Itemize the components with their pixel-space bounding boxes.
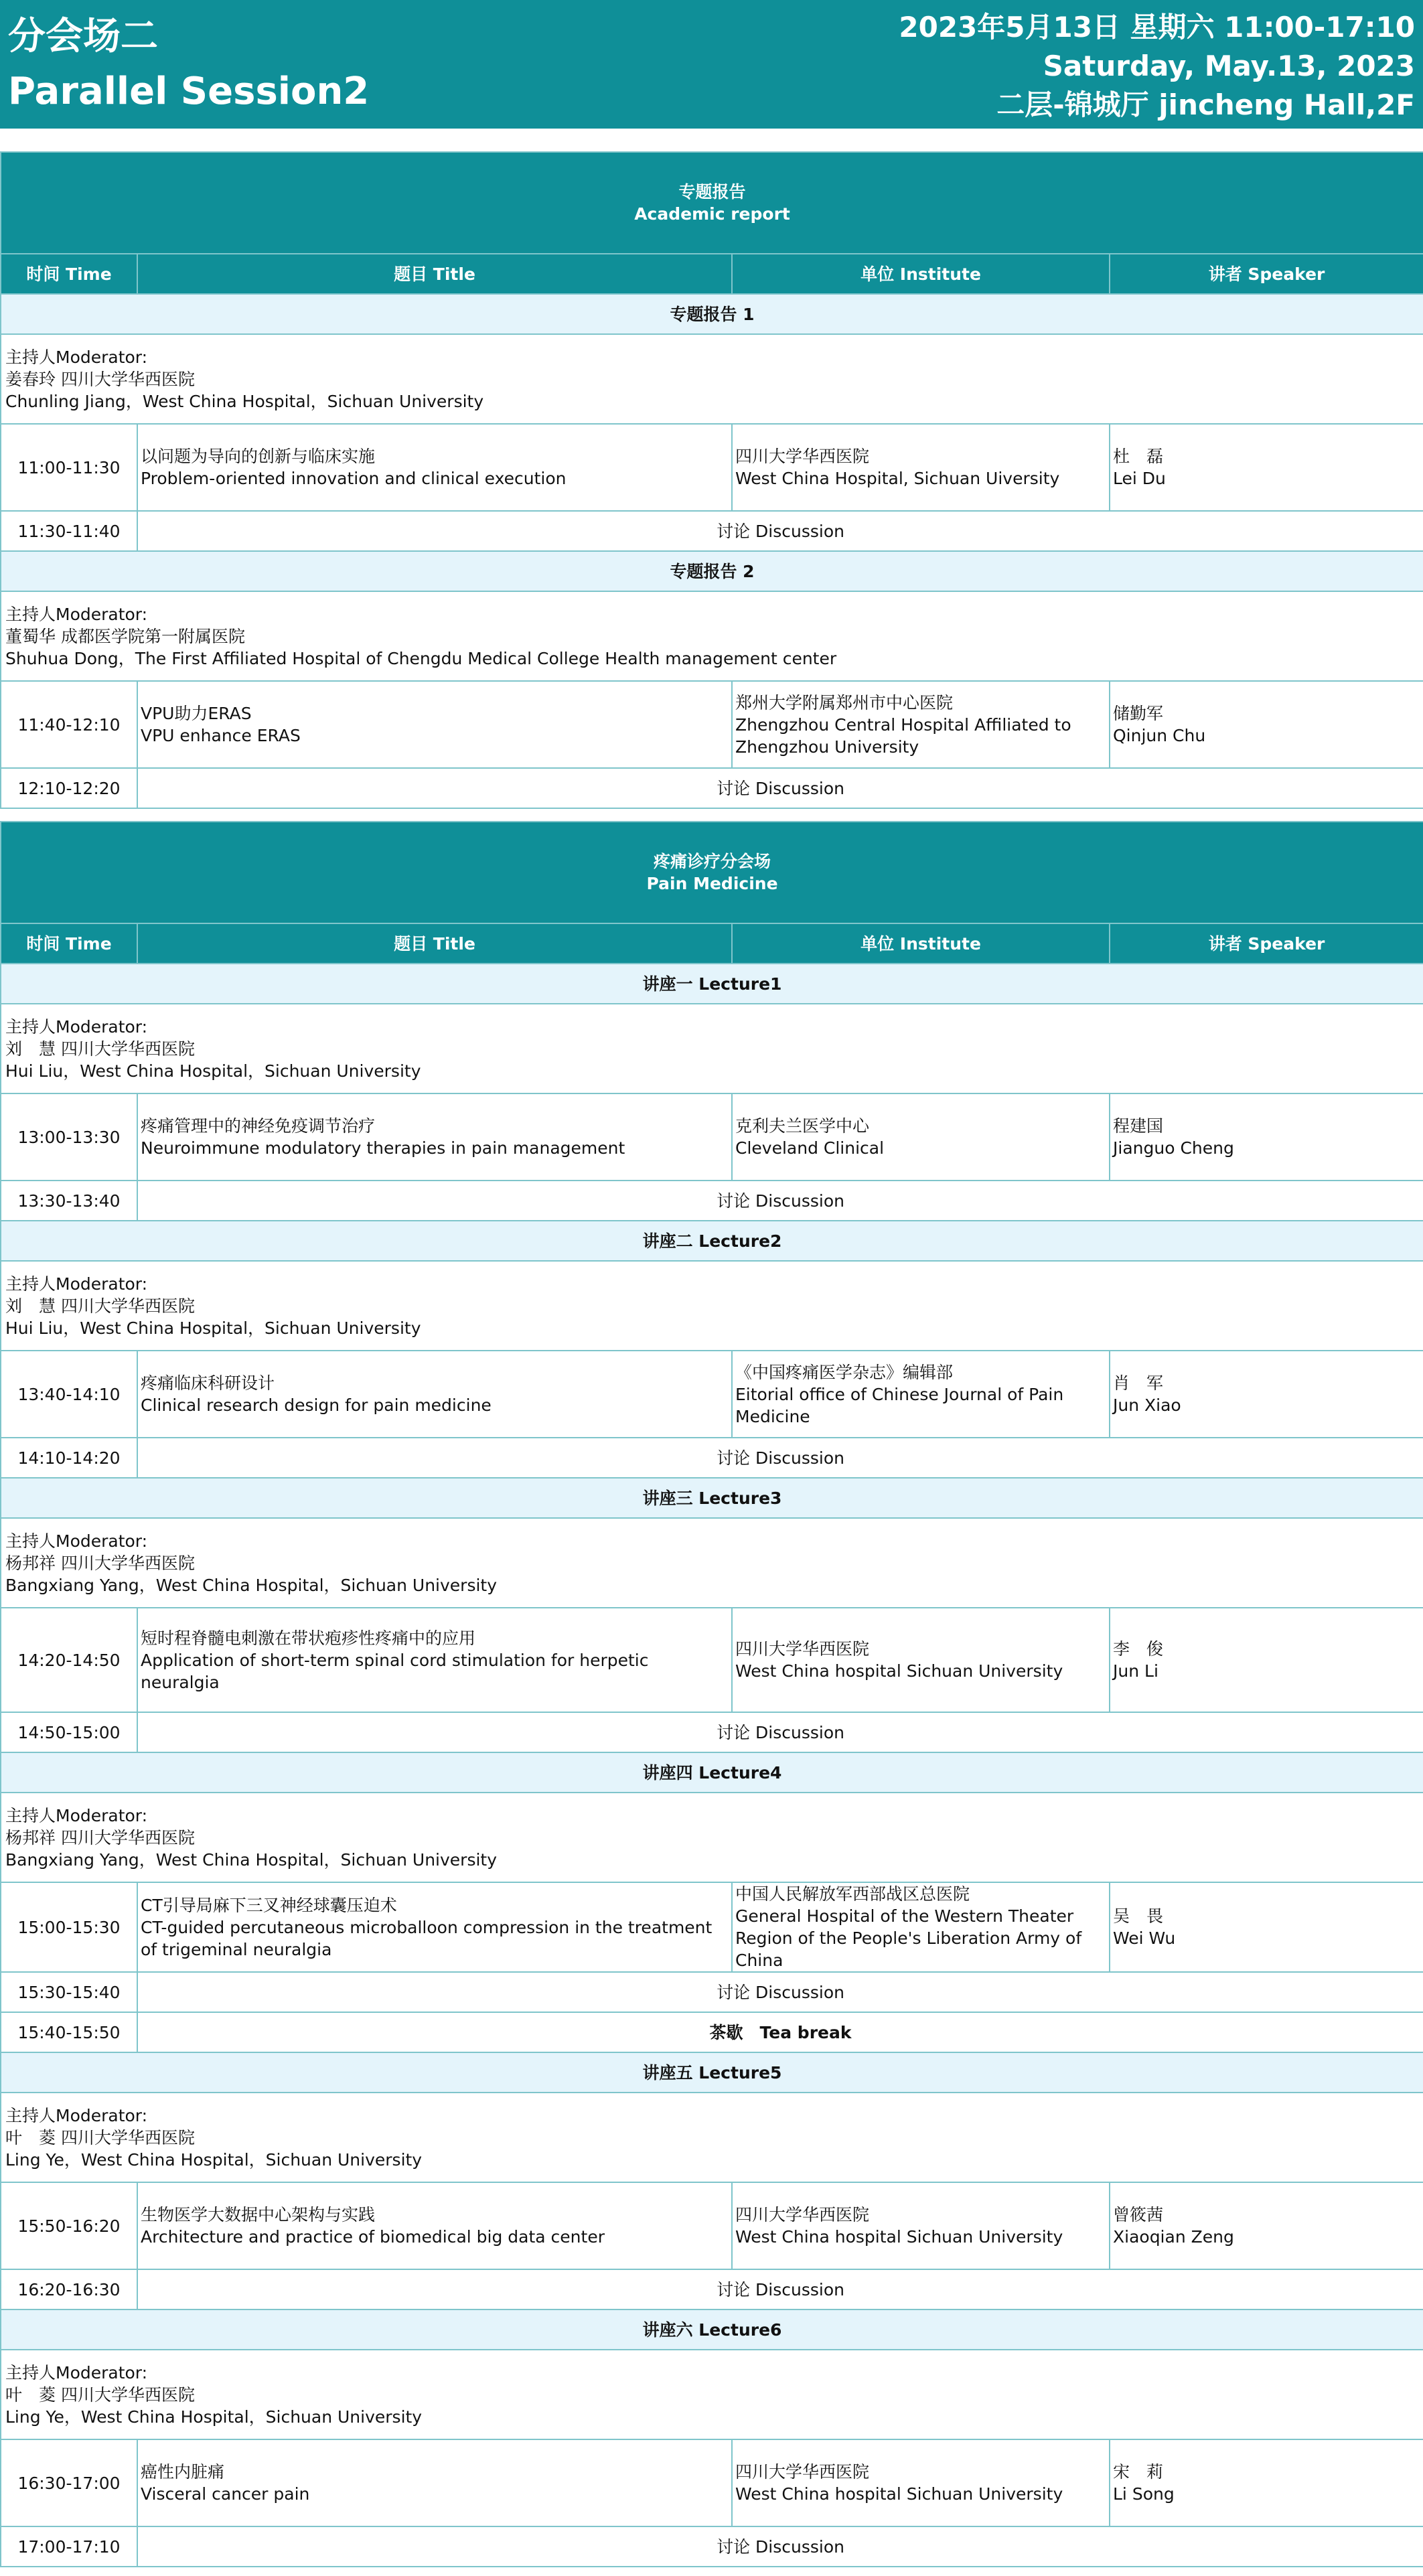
block-label: 讲座一 Lecture1: [1, 964, 1423, 1004]
talk-institute: 郑州大学附属郑州市中心医院 Zhengzhou Central Hospital Affiliated to Zhengzhou University: [732, 681, 1110, 768]
talk-speaker: 曾筱茜 Xiaoqian Zeng: [1110, 2182, 1423, 2269]
discussion-row: 11:30-11:40 讨论 Discussion: [1, 511, 1423, 551]
block-label: 讲座三 Lecture3: [1, 1478, 1423, 1518]
section-title: 疼痛诊疗分会场 Pain Medicine: [1, 822, 1423, 923]
talk-title: 短时程脊髓电刺激在带状疱疹性疼痛中的应用 Application of short-term spinal cord stimulation for herpetic neuralgia: [137, 1608, 732, 1712]
moderator-cell: 主持人Moderator: 刘 慧 四川大学华西医院 Hui Liu，West China Hospital，Sichuan University: [1, 1261, 1423, 1351]
talk-institute: 《中国疼痛医学杂志》编辑部 Eitorial office of Chinese Journal of Pain Medicine: [732, 1351, 1110, 1438]
talk-speaker: 杜 磊 Lei Du: [1110, 424, 1423, 511]
talk-time: 13:40-14:10: [1, 1351, 137, 1438]
talk-title: 以问题为导向的创新与临床实施 Problem-oriented innovation and clinical execution: [137, 424, 732, 511]
block-label: 专题报告 1: [1, 294, 1423, 334]
block-label: 讲座二 Lecture2: [1, 1221, 1423, 1261]
moderator-cell: 主持人Moderator: 刘 慧 四川大学华西医院 Hui Liu，West China Hospital，Sichuan University: [1, 1004, 1423, 1093]
col-speaker: 讲者 Speaker: [1110, 923, 1423, 964]
talk-time: 11:00-11:30: [1, 424, 137, 511]
moderator-cell: 主持人Moderator: 姜春玲 四川大学华西医院 Chunling Jiang，West China Hospital，Sichuan University: [1, 334, 1423, 424]
academic-report-table: [0, 151, 1423, 809]
session-date-en: Saturday, May.13, 2023: [1043, 50, 1415, 82]
talk-speaker: 肖 军 Jun Xiao: [1110, 1351, 1423, 1438]
talk-institute: 四川大学华西医院 West China hospital Sichuan University: [732, 2182, 1110, 2269]
block-label: 专题报告 2: [1, 551, 1423, 591]
session-title-cn: 分会场二: [8, 15, 158, 58]
moderator-cell: 主持人Moderator: 杨邦祥 四川大学华西医院 Bangxiang Yang，West China Hospital，Sichuan University: [1, 1793, 1423, 1882]
talk-title: CT引导局麻下三叉神经球囊压迫术 CT-guided percutaneous microballoon compression in the treatment of trigeminal neuralgia: [137, 1882, 732, 1972]
tea-break-row: 15:40-15:50 茶歇 Tea break: [1, 2012, 1423, 2052]
talk-speaker: 储勤军 Qinjun Chu: [1110, 681, 1423, 768]
block-label: 讲座五 Lecture5: [1, 2052, 1423, 2093]
talk-row: [1, 1608, 1423, 1712]
col-time: 时间 Time: [1, 254, 137, 294]
talk-institute: 四川大学华西医院 West China hospital Sichuan University: [732, 1608, 1110, 1712]
talk-title: VPU助力ERAS VPU enhance ERAS: [137, 681, 732, 768]
session-title: [8, 9, 369, 119]
discussion-row: 12:10-12:20 讨论 Discussion: [1, 768, 1423, 808]
col-title: 题目 Title: [137, 923, 732, 964]
talk-time: 16:30-17:00: [1, 2439, 137, 2526]
section-title: 专题报告 Academic report: [1, 152, 1423, 254]
talk-title: 疼痛临床科研设计 Clinical research design for pain medicine: [137, 1351, 732, 1438]
col-time: 时间 Time: [1, 923, 137, 964]
talk-row: [1, 1351, 1423, 1438]
talk-time: 14:20-14:50: [1, 1608, 137, 1712]
discussion-row: 13:30-13:40 讨论 Discussion: [1, 1181, 1423, 1221]
discussion-row: 14:50-15:00 讨论 Discussion: [1, 1712, 1423, 1752]
block-label: 讲座六 Lecture6: [1, 2309, 1423, 2350]
talk-time: 15:50-16:20: [1, 2182, 137, 2269]
talk-row: [1, 2439, 1423, 2526]
discussion-row: 17:00-17:10 讨论 Discussion: [1, 2526, 1423, 2567]
moderator-cell: 主持人Moderator: 叶 菱 四川大学华西医院 Ling Ye，West China Hospital，Sichuan University: [1, 2093, 1423, 2182]
discussion-row: 14:10-14:20 讨论 Discussion: [1, 1438, 1423, 1478]
talk-speaker: 李 俊 Jun Li: [1110, 1608, 1423, 1712]
talk-title: 癌性内脏痛 Visceral cancer pain: [137, 2439, 732, 2526]
talk-time: 11:40-12:10: [1, 681, 137, 768]
talk-row: [1, 2182, 1423, 2269]
discussion-row: 16:20-16:30 讨论 Discussion: [1, 2269, 1423, 2309]
moderator-cell: 主持人Moderator: 董蜀华 成都医学院第一附属医院 Shuhua Dong，The First Affiliated Hospital of Chengdu Medical College Health management center: [1, 591, 1423, 681]
talk-row: [1, 424, 1423, 511]
talk-time: 13:00-13:30: [1, 1093, 137, 1181]
talk-row: [1, 1093, 1423, 1181]
session-date-cn: 2023年5月13日 星期六 11:00-17:10: [899, 11, 1415, 44]
block-label: 讲座四 Lecture4: [1, 1752, 1423, 1793]
pain-medicine-table: [0, 821, 1423, 2567]
session-info: [899, 8, 1415, 125]
talk-institute: 四川大学华西医院 West China Hospital, Sichuan Uiversity: [732, 424, 1110, 511]
col-institute: 单位 Institute: [732, 923, 1110, 964]
col-institute: 单位 Institute: [732, 254, 1110, 294]
talk-institute: 四川大学华西医院 West China hospital Sichuan University: [732, 2439, 1110, 2526]
talk-speaker: 吴 畏 Wei Wu: [1110, 1882, 1423, 1972]
column-header-row: [1, 923, 1423, 964]
session-location: 二层-锦城厅 jincheng Hall,2F: [996, 88, 1415, 121]
talk-institute: 克利夫兰医学中心 Cleveland Clinical: [732, 1093, 1110, 1181]
talk-time: 15:00-15:30: [1, 1882, 137, 1972]
talk-speaker: 宋 莉 Li Song: [1110, 2439, 1423, 2526]
talk-speaker: 程建国 Jianguo Cheng: [1110, 1093, 1423, 1181]
col-title: 题目 Title: [137, 254, 732, 294]
talk-row: [1, 1882, 1423, 1972]
column-header-row: [1, 254, 1423, 294]
session-title-en: Parallel Session2: [8, 70, 370, 113]
discussion-row: 15:30-15:40 讨论 Discussion: [1, 1972, 1423, 2012]
moderator-cell: 主持人Moderator: 杨邦祥 四川大学华西医院 Bangxiang Yang，West China Hospital，Sichuan University: [1, 1518, 1423, 1608]
talk-institute: 中国人民解放军西部战区总医院 General Hospital of the Western Theater Region of the People's Liberation Army of China: [732, 1882, 1110, 1972]
page-header: [0, 0, 1423, 129]
col-speaker: 讲者 Speaker: [1110, 254, 1423, 294]
talk-title: 疼痛管理中的神经免疫调节治疗 Neuroimmune modulatory therapies in pain management: [137, 1093, 732, 1181]
moderator-cell: 主持人Moderator: 叶 菱 四川大学华西医院 Ling Ye，West China Hospital，Sichuan University: [1, 2350, 1423, 2439]
talk-row: [1, 681, 1423, 768]
talk-title: 生物医学大数据中心架构与实践 Architecture and practice of biomedical big data center: [137, 2182, 732, 2269]
